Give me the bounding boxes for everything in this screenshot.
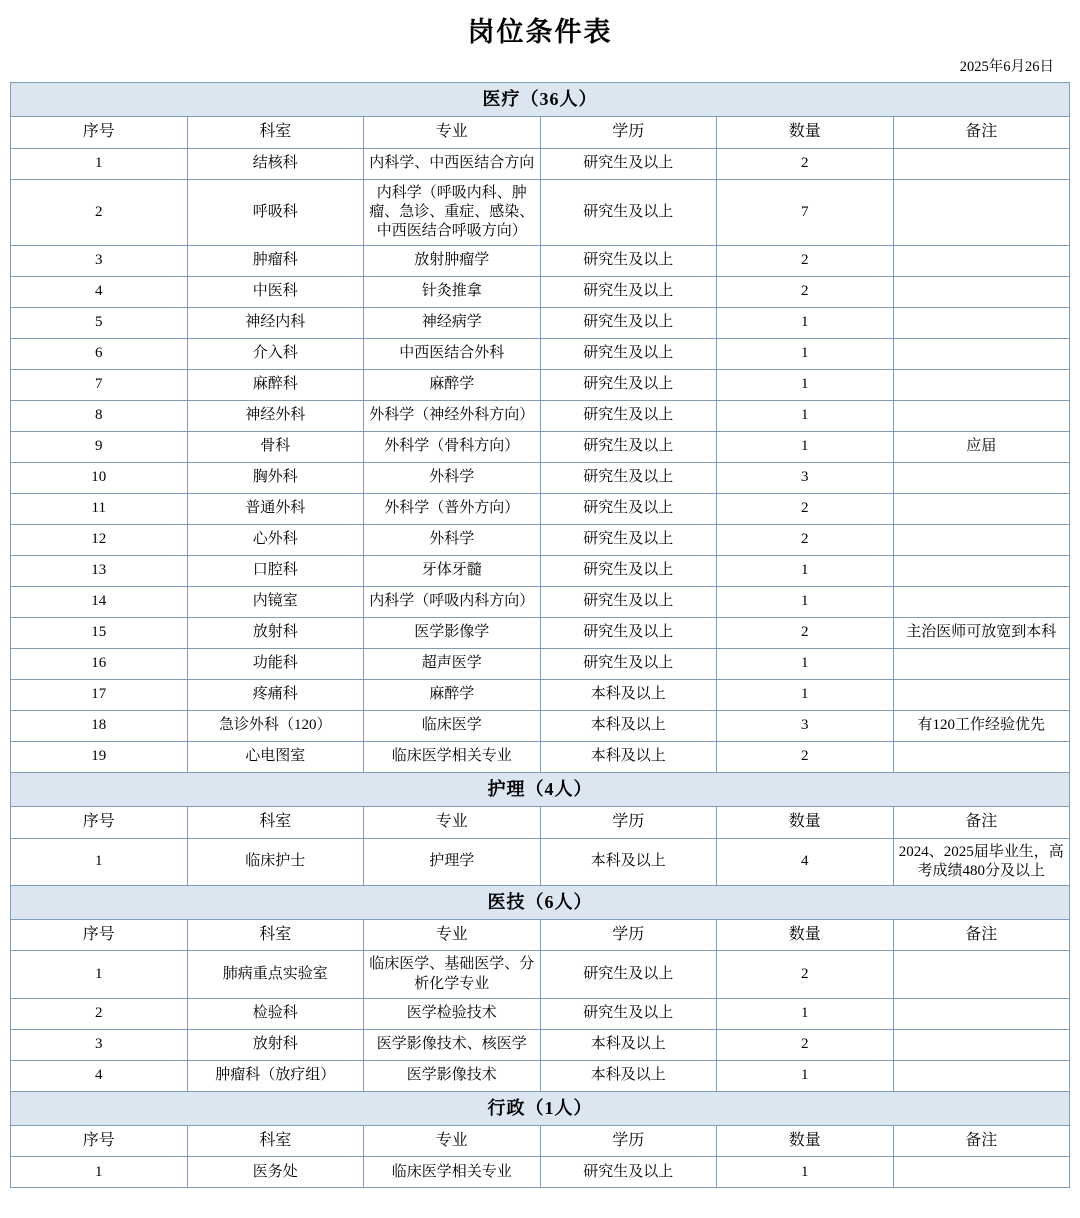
cell-dept: 肺病重点实验室 (187, 951, 364, 998)
cell-dept: 介入科 (187, 339, 364, 370)
column-header: 专业 (364, 919, 541, 950)
cell-dept: 神经外科 (187, 401, 364, 432)
cell-note (893, 998, 1070, 1029)
cell-num: 1 (717, 308, 894, 339)
cell-major: 中西医结合外科 (364, 339, 541, 370)
cell-major: 医学影像技术、核医学 (364, 1029, 541, 1060)
cell-edu: 研究生及以上 (540, 432, 717, 463)
table-row (11, 463, 1070, 494)
table-row (11, 711, 1070, 742)
cell-idx: 7 (11, 370, 188, 401)
cell-edu: 研究生及以上 (540, 401, 717, 432)
column-header: 学历 (540, 807, 717, 838)
cell-major: 内科学（呼吸内科方向） (364, 587, 541, 618)
cell-edu: 研究生及以上 (540, 587, 717, 618)
cell-num: 2 (717, 525, 894, 556)
column-header: 备注 (893, 919, 1070, 950)
cell-major: 外科学（神经外科方向） (364, 401, 541, 432)
cell-idx: 19 (11, 742, 188, 773)
cell-major: 内科学、中西医结合方向 (364, 148, 541, 179)
cell-dept: 放射科 (187, 1029, 364, 1060)
cell-major: 针灸推拿 (364, 277, 541, 308)
column-header: 数量 (717, 1125, 894, 1156)
cell-major: 临床医学相关专业 (364, 1157, 541, 1188)
cell-idx: 17 (11, 680, 188, 711)
cell-edu: 研究生及以上 (540, 649, 717, 680)
cell-major: 临床医学 (364, 711, 541, 742)
cell-dept: 疼痛科 (187, 680, 364, 711)
column-header: 专业 (364, 1125, 541, 1156)
cell-idx: 14 (11, 587, 188, 618)
cell-num: 1 (717, 556, 894, 587)
cell-num: 1 (717, 649, 894, 680)
cell-edu: 研究生及以上 (540, 370, 717, 401)
cell-note: 2024、2025届毕业生，高考成绩480分及以上 (893, 838, 1070, 885)
cell-note (893, 1157, 1070, 1188)
cell-note (893, 370, 1070, 401)
cell-major: 护理学 (364, 838, 541, 885)
cell-edu: 研究生及以上 (540, 308, 717, 339)
cell-num: 1 (717, 432, 894, 463)
column-header: 数量 (717, 919, 894, 950)
cell-note (893, 463, 1070, 494)
table-row (11, 951, 1070, 998)
cell-major: 临床医学相关专业 (364, 742, 541, 773)
column-header: 科室 (187, 807, 364, 838)
cell-idx: 2 (11, 179, 188, 246)
cell-idx: 12 (11, 525, 188, 556)
cell-note: 有120工作经验优先 (893, 711, 1070, 742)
cell-edu: 研究生及以上 (540, 246, 717, 277)
cell-dept: 肿瘤科（放疗组） (187, 1060, 364, 1091)
cell-major: 外科学 (364, 525, 541, 556)
cell-major: 医学影像技术 (364, 1060, 541, 1091)
column-header: 备注 (893, 117, 1070, 148)
positions-table (10, 82, 1070, 1188)
cell-note (893, 525, 1070, 556)
cell-num: 7 (717, 179, 894, 246)
table-row (11, 370, 1070, 401)
cell-num: 2 (717, 742, 894, 773)
cell-major: 放射肿瘤学 (364, 246, 541, 277)
cell-idx: 4 (11, 1060, 188, 1091)
cell-note (893, 179, 1070, 246)
cell-num: 2 (717, 494, 894, 525)
cell-num: 1 (717, 370, 894, 401)
table-row (11, 179, 1070, 246)
cell-num: 3 (717, 711, 894, 742)
cell-edu: 研究生及以上 (540, 463, 717, 494)
table-row (11, 649, 1070, 680)
cell-num: 1 (717, 1060, 894, 1091)
cell-idx: 3 (11, 246, 188, 277)
column-header: 数量 (717, 807, 894, 838)
cell-idx: 10 (11, 463, 188, 494)
cell-idx: 1 (11, 1157, 188, 1188)
column-header: 序号 (11, 807, 188, 838)
table-row (11, 432, 1070, 463)
cell-dept: 检验科 (187, 998, 364, 1029)
cell-edu: 研究生及以上 (540, 494, 717, 525)
table-row (11, 838, 1070, 885)
cell-idx: 18 (11, 711, 188, 742)
cell-dept: 呼吸科 (187, 179, 364, 246)
cell-num: 1 (717, 998, 894, 1029)
cell-major: 外科学（普外方向） (364, 494, 541, 525)
cell-idx: 9 (11, 432, 188, 463)
cell-edu: 本科及以上 (540, 1060, 717, 1091)
cell-edu: 研究生及以上 (540, 618, 717, 649)
cell-dept: 结核科 (187, 148, 364, 179)
cell-idx: 6 (11, 339, 188, 370)
document-date: 2025年6月26日 (959, 59, 1054, 75)
cell-edu: 研究生及以上 (540, 1157, 717, 1188)
cell-edu: 研究生及以上 (540, 556, 717, 587)
table-row (11, 277, 1070, 308)
cell-dept: 医务处 (187, 1157, 364, 1188)
table-row (11, 998, 1070, 1029)
column-header: 序号 (11, 117, 188, 148)
column-header: 序号 (11, 919, 188, 950)
table-row (11, 556, 1070, 587)
column-header: 科室 (187, 1125, 364, 1156)
table-row (11, 1157, 1070, 1188)
column-header: 数量 (717, 117, 894, 148)
cell-idx: 4 (11, 277, 188, 308)
cell-major: 神经病学 (364, 308, 541, 339)
cell-edu: 本科及以上 (540, 742, 717, 773)
section-heading: 护理（4人） (11, 773, 1070, 807)
cell-idx: 2 (11, 998, 188, 1029)
cell-dept: 胸外科 (187, 463, 364, 494)
cell-idx: 5 (11, 308, 188, 339)
cell-idx: 1 (11, 838, 188, 885)
cell-num: 2 (717, 951, 894, 998)
table-row (11, 618, 1070, 649)
table-row (11, 587, 1070, 618)
section-heading-row (11, 83, 1070, 117)
table-row (11, 1029, 1070, 1060)
section-heading: 行政（1人） (11, 1091, 1070, 1125)
cell-major: 医学检验技术 (364, 998, 541, 1029)
section-heading-row (11, 885, 1070, 919)
cell-edu: 本科及以上 (540, 838, 717, 885)
cell-note (893, 742, 1070, 773)
cell-note (893, 951, 1070, 998)
table-row (11, 148, 1070, 179)
table-row (11, 246, 1070, 277)
cell-major: 外科学 (364, 463, 541, 494)
column-header: 学历 (540, 919, 717, 950)
cell-num: 4 (717, 838, 894, 885)
cell-note (893, 1029, 1070, 1060)
cell-note (893, 680, 1070, 711)
cell-note (893, 277, 1070, 308)
column-header: 科室 (187, 919, 364, 950)
table-row (11, 339, 1070, 370)
cell-edu: 研究生及以上 (540, 998, 717, 1029)
column-header: 备注 (893, 1125, 1070, 1156)
cell-major: 外科学（骨科方向） (364, 432, 541, 463)
cell-dept: 放射科 (187, 618, 364, 649)
column-header-row (11, 117, 1070, 148)
cell-num: 1 (717, 401, 894, 432)
cell-idx: 1 (11, 951, 188, 998)
table-row (11, 1060, 1070, 1091)
cell-num: 2 (717, 148, 894, 179)
cell-major: 牙体牙髓 (364, 556, 541, 587)
cell-dept: 功能科 (187, 649, 364, 680)
cell-major: 麻醉学 (364, 370, 541, 401)
cell-edu: 本科及以上 (540, 680, 717, 711)
section-heading-row (11, 773, 1070, 807)
cell-note (893, 339, 1070, 370)
cell-num: 1 (717, 1157, 894, 1188)
cell-num: 2 (717, 246, 894, 277)
page-title: 岗位条件表 (467, 17, 613, 47)
cell-note: 应届 (893, 432, 1070, 463)
cell-edu: 本科及以上 (540, 711, 717, 742)
column-header: 专业 (364, 807, 541, 838)
cell-major: 医学影像学 (364, 618, 541, 649)
table-row (11, 742, 1070, 773)
column-header: 学历 (540, 117, 717, 148)
cell-note (893, 1060, 1070, 1091)
cell-dept: 口腔科 (187, 556, 364, 587)
cell-idx: 3 (11, 1029, 188, 1060)
cell-major: 临床医学、基础医学、分析化学专业 (364, 951, 541, 998)
cell-num: 1 (717, 339, 894, 370)
cell-edu: 研究生及以上 (540, 339, 717, 370)
cell-edu: 研究生及以上 (540, 525, 717, 556)
cell-note (893, 587, 1070, 618)
cell-note: 主治医师可放宽到本科 (893, 618, 1070, 649)
cell-idx: 13 (11, 556, 188, 587)
cell-major: 麻醉学 (364, 680, 541, 711)
cell-idx: 11 (11, 494, 188, 525)
section-heading: 医技（6人） (11, 885, 1070, 919)
column-header: 科室 (187, 117, 364, 148)
cell-edu: 研究生及以上 (540, 951, 717, 998)
cell-dept: 骨科 (187, 432, 364, 463)
section-heading-row (11, 1091, 1070, 1125)
column-header: 专业 (364, 117, 541, 148)
cell-major: 内科学（呼吸内科、肿瘤、急诊、重症、感染、中西医结合呼吸方向） (364, 179, 541, 246)
table-row (11, 680, 1070, 711)
cell-dept: 麻醉科 (187, 370, 364, 401)
cell-dept: 心外科 (187, 525, 364, 556)
table-row (11, 525, 1070, 556)
cell-dept: 内镜室 (187, 587, 364, 618)
cell-edu: 研究生及以上 (540, 148, 717, 179)
cell-dept: 普通外科 (187, 494, 364, 525)
column-header: 序号 (11, 1125, 188, 1156)
cell-num: 2 (717, 277, 894, 308)
cell-note (893, 649, 1070, 680)
table-row (11, 494, 1070, 525)
cell-note (893, 556, 1070, 587)
cell-dept: 神经内科 (187, 308, 364, 339)
column-header-row (11, 1125, 1070, 1156)
cell-dept: 临床护士 (187, 838, 364, 885)
cell-idx: 15 (11, 618, 188, 649)
cell-note (893, 148, 1070, 179)
column-header: 备注 (893, 807, 1070, 838)
column-header-row (11, 919, 1070, 950)
cell-num: 2 (717, 618, 894, 649)
cell-dept: 中医科 (187, 277, 364, 308)
cell-idx: 8 (11, 401, 188, 432)
cell-num: 1 (717, 680, 894, 711)
cell-num: 1 (717, 587, 894, 618)
cell-dept: 心电图室 (187, 742, 364, 773)
cell-note (893, 401, 1070, 432)
cell-note (893, 308, 1070, 339)
cell-edu: 研究生及以上 (540, 179, 717, 246)
table-row (11, 401, 1070, 432)
cell-idx: 1 (11, 148, 188, 179)
cell-note (893, 246, 1070, 277)
section-heading: 医疗（36人） (11, 83, 1070, 117)
cell-note (893, 494, 1070, 525)
column-header-row (11, 807, 1070, 838)
cell-major: 超声医学 (364, 649, 541, 680)
cell-idx: 16 (11, 649, 188, 680)
cell-dept: 肿瘤科 (187, 246, 364, 277)
cell-num: 2 (717, 1029, 894, 1060)
cell-edu: 本科及以上 (540, 1029, 717, 1060)
cell-edu: 研究生及以上 (540, 277, 717, 308)
cell-num: 3 (717, 463, 894, 494)
cell-dept: 急诊外科（120） (187, 711, 364, 742)
table-row (11, 308, 1070, 339)
column-header: 学历 (540, 1125, 717, 1156)
